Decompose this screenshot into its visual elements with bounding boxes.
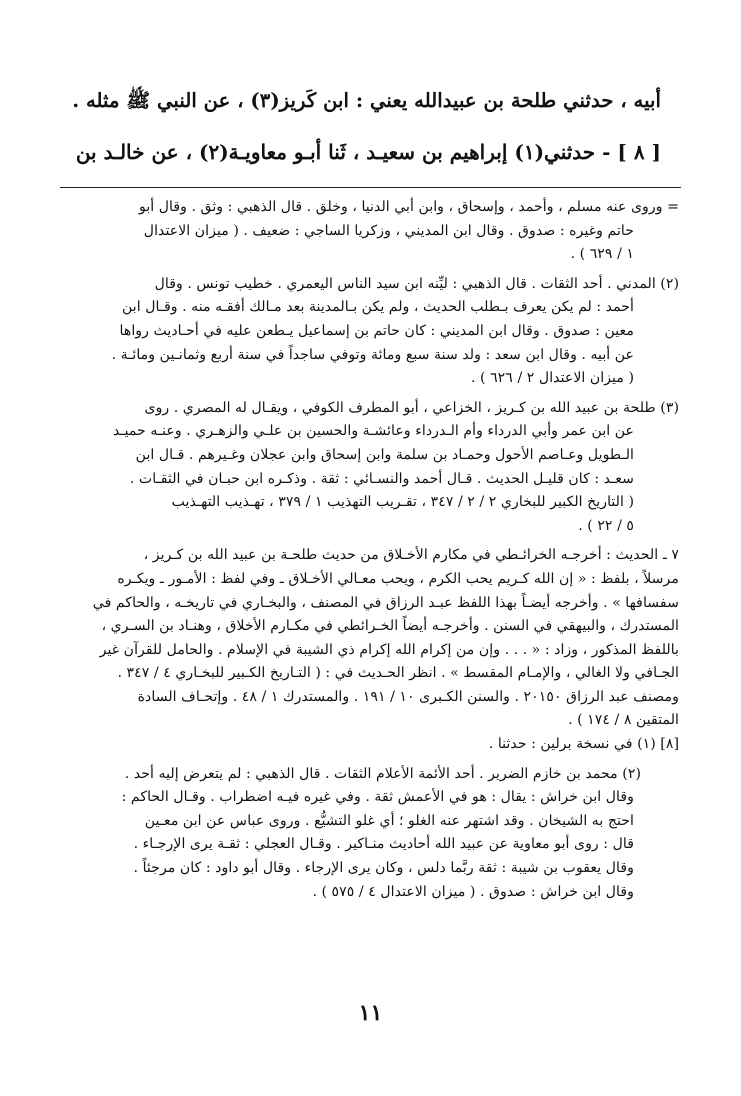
footnote-line: = وروى عنه مسلم ، وأحمد ، وإسحاق ، وابن أبي الدنيا ، وخلق . قال الذهبي : وثق . وقال أبو bbox=[139, 199, 679, 215]
footnote-line: (٣) طلحة بن عبيد الله بن كـريز ، الخزاعي ، أبو المطرف الكوفي ، ويقـال له المصري . روى bbox=[144, 399, 679, 416]
footnote-line: حاتم وغيره : صدوق . وقال ابن المديني ، وزكريا الساجي : ضعيف . ( ميزان الاعتدال bbox=[143, 222, 634, 239]
footnote-line: (٢) محمد بن خازم الضرير . أحد الأئمة الأعلام الثقات . قال الذهبي : لم يتعرض إليه أحد . bbox=[124, 765, 641, 782]
footnote-line: المتقين ٨ / ١٧٤ ) . bbox=[568, 712, 679, 729]
footnote-separator bbox=[60, 187, 681, 188]
footnote-line: احتج به الشيخان . وقد اشتهر عنه الغلو ؛ أي غلو التشيُّع . وروى عباس عن ابن معـين bbox=[144, 812, 634, 829]
footnote-line: ٧ ـ الحديث : أخرجـه الخرائـطي في مكارم الأخـلاق من حديث طلحـة بن عبيد الله بن كـريز ، bbox=[143, 547, 679, 564]
footnote-line: (٢) المدني . أحد الثقات . قال الذهبي : ليِّنه ابن سيد الناس اليعمري . خطيب تونس . وقال bbox=[154, 275, 679, 292]
footnote-line: عن أبيه . وقال ابن سعد : ولد سنة سبع ومائة وتوفي ساجداً في سنة أربع وثمانـين ومائـة . bbox=[111, 346, 634, 363]
footnote-line: عن ابن عمر وأبي الدرداء وأم الـدرداء وعائشـة والحسين بن علـي والزهـري . وعنـه حميـد bbox=[112, 423, 634, 440]
footnote-line: ١ / ٦٢٩ ) . bbox=[570, 246, 634, 263]
footnote-line: الـطويل وعـاصم الأحول وحمـاد بن سلمة وابن إسحاق وابن عجلان وغـيرهم . قـال ابن bbox=[135, 446, 634, 463]
footnote-line: سعـد : كان قليـل الحديث . قـال أحمد والنسـائي : ثقة . وذكـره ابن حبـان في الثقـات . bbox=[129, 470, 634, 487]
footnote-line: ( التاريخ الكبير للبخاري ٢ / ٢ / ٣٤٧ ، تقـريب التهذيب ١ / ٣٧٩ ، تهـذيب التهـذيب bbox=[171, 494, 634, 511]
footnote-line: قال : روى أبو معاوية عن عبيد الله أحاديث منـاكير . وقـال العجلي : ثقـة يرى الإرجـاء . bbox=[133, 836, 634, 853]
page-number: ١١ bbox=[358, 1000, 383, 1026]
footnote-line: وقال ابن خراش : يقال : هو في الأعمش ثقة . وفي غيره فيـه اضطراب . وقـال الحاكم : bbox=[121, 789, 634, 806]
footnote-line: ( ميزان الاعتدال ٢ / ٦٢٦ ) . bbox=[470, 370, 634, 387]
main-text-line-1: أبيه ، حدثني طلحة بن عبيدالله يعني : ابن كَريز(٣) ، عن النبي ﷺ مثله . bbox=[72, 89, 661, 112]
footnote-3 bbox=[59, 397, 679, 539]
footnote-continuation bbox=[59, 196, 679, 267]
footnote-2 bbox=[59, 273, 679, 391]
footnote-line: أحمد : لم يكن يعرف بـطلب الحديث ، ولم يكن بـالمدينة بعد مـالك أفقـه منه . وقـال ابن bbox=[122, 299, 634, 316]
footnote-line: الجـافي ولا الغالي ، والإمـام المقسط » . انظر الحـديث في : ( التـاريخ الكـبير للبخـاري ٤ / ٣٤٧ . bbox=[117, 665, 679, 682]
footnote-line: ٥ / ٢٢ ) . bbox=[578, 517, 634, 534]
footnote-line: المستدرك ، والبيهقي في السنن . وأخرجـه أيضاً الخـرائطي في مكـارم الأخلاق ، وهنـاد بن السـري ، bbox=[101, 618, 679, 635]
footnote-line: مرسلاً ، بلفظ : « إن الله كـريم يحب الكرم ، ويحب معـالي الأخـلاق ـ وفي لفظ : الأمـور ـ ويكـره bbox=[117, 570, 679, 587]
hadith-7-commentary bbox=[59, 544, 679, 733]
footnote-line: معين : صدوق . وقال ابن المديني : كان حاتم بن إسماعيل يـطعن عليه في أحـاديث رواها bbox=[119, 322, 634, 339]
footnote-8-1: [٨] (١) في نسخة برلين : حدثنا . bbox=[488, 736, 679, 753]
footnote-8-2 bbox=[59, 763, 679, 905]
footnote-line: وقال ابن خراش : صدوق . ( ميزان الاعتدال ٤ / ٥٧٥ ) . bbox=[312, 883, 634, 900]
footnote-line: سفسافها » . وأخرجه أيضـاً بهذا اللفظ عبـد الرزاق في المصنف ، والبخـاري في تاريخـه ، والحاكم في bbox=[92, 594, 679, 611]
footnote-line: ومصنف عبد الرزاق ٢٠١٥٠ . والسنن الكـبرى ١٠ / ١٩١ . والمستدرك ١ / ٤٨ . وإتحـاف السادة bbox=[137, 688, 679, 705]
footnote-line: باللفظ المذكور ، وزاد : « . . . وإن من إكرام الله إكرام ذي الشيبة في الإسلام . والحامل للقرآن غير bbox=[99, 641, 679, 658]
footnotes-section bbox=[59, 196, 679, 904]
main-text-line-2: [ ٨ ] - حدثني(١) إبراهيم بن سعيـد ، ثَنا أبـو معاويـة(٢) ، عن خالـد بن bbox=[75, 140, 661, 164]
footnote-line: وقال يعقوب بن شيبة : ثقة ربَّما دلس ، وكان يرى الإرجاء . وقال أبو داود : كان مرجئاً . bbox=[133, 860, 634, 877]
